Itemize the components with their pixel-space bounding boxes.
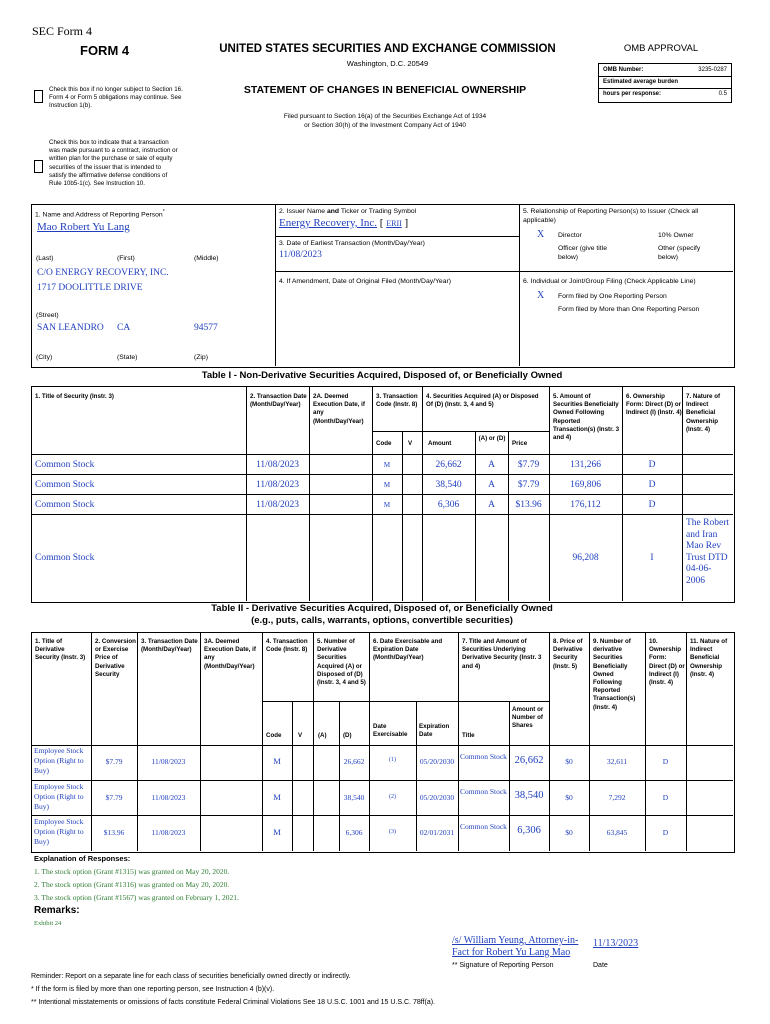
- officer-label: Officer (give title below): [558, 245, 607, 261]
- t1-r4-form: I: [650, 553, 654, 563]
- t1-r3-form: D: [648, 500, 656, 510]
- t2-r3-under: Common Stock: [460, 822, 507, 831]
- t2-r1-d: 26,662: [343, 757, 365, 766]
- one-person-x: X: [537, 290, 545, 301]
- box2-label: 2. Issuer Name and Ticker or Trading Symbol: [279, 208, 417, 215]
- issuer-line: Energy Recovery, Inc. [ ERII ]: [279, 217, 409, 229]
- t1-r3-ad: A: [488, 500, 495, 510]
- signature-label: ** Signature of Reporting Person: [452, 962, 554, 969]
- issuer-name[interactable]: Energy Recovery, Inc.: [279, 217, 378, 229]
- earliest-transaction-date: 11/08/2023: [279, 250, 322, 260]
- t1-code-header: Code: [376, 440, 392, 447]
- t1-r2-owned: 169,806: [570, 480, 601, 490]
- zip-label: (Zip): [194, 354, 208, 361]
- other-label: Other (specify below): [658, 245, 701, 261]
- t2-r2-shares: 38,540: [514, 790, 544, 801]
- city-value: SAN LEANDRO: [37, 323, 104, 333]
- t2-exp-header: Expiration Date: [419, 723, 450, 739]
- address-line1: C/O ENERGY RECOVERY, INC.: [37, 268, 169, 278]
- table2-title2: (e.g., puts, calls, warrants, options, convertible securities): [251, 615, 513, 626]
- t2-r2-d: 38,540: [343, 793, 365, 802]
- t2-r2-under: Common Stock: [460, 787, 507, 796]
- t2-d-header: (D): [343, 732, 352, 739]
- t2-r1-price: $7.79: [105, 757, 123, 766]
- t2-v-header: V: [298, 732, 303, 739]
- t1-r1-amount: 26,662: [435, 460, 462, 470]
- one-person-label: Form filed by One Reporting Person: [558, 293, 667, 300]
- t2-h10: 10. Ownership Form: Direct (D) or Indirect (I) (Instr. 4): [649, 638, 685, 687]
- t1-r2-date: 11/08/2023: [256, 480, 299, 490]
- box6-label: 6. Individual or Joint/Group Filing (Check Applicable Line): [523, 278, 696, 285]
- remarks-title: Remarks:: [34, 905, 80, 916]
- t2-r2-title: Employee Stock Option (Right to Buy): [34, 782, 84, 811]
- box3-label: 3. Date of Earliest Transaction (Month/Day/Year): [279, 240, 425, 247]
- statement-title: STATEMENT OF CHANGES IN BENEFICIAL OWNERSHIP: [243, 84, 527, 96]
- box4-label: 4. If Amendment, Date of Original Filed (Month/Day/Year): [279, 278, 452, 285]
- t2-h9: 9. Number of derivative Securities Beneficially Owned Following Reported Transaction(s) (Instr. 4): [593, 638, 636, 711]
- t2-r1-under: Common Stock: [460, 752, 507, 761]
- t1-h5: 5. Amount of Securities Beneficially Owned Following Reported Transaction(s) (Instr. 3 and 4): [553, 393, 620, 442]
- t1-h7: 7. Nature of Indirect Beneficial Ownership (Instr. 4): [686, 393, 721, 433]
- state-value: CA: [117, 323, 131, 333]
- t1-r1-date: 11/08/2023: [256, 460, 299, 470]
- t2-r3-d: 6,306: [345, 828, 363, 837]
- t2-a-header: (A): [318, 732, 327, 739]
- last-label: (Last): [36, 255, 54, 262]
- t2-r2-ex: (2): [389, 794, 396, 800]
- footnote-1: * If the form is filed by more than one reporting person, see Instruction 4 (b)(v).: [31, 986, 275, 993]
- more-person-label: Form filed by More than One Reporting Person: [558, 306, 700, 313]
- t2-r3-exp: 02/01/2031: [419, 828, 455, 837]
- t2-amount-header: Amount or Number of Shares: [512, 706, 544, 730]
- t1-h2a: 2A. Deemed Execution Date, if any (Month/Day/Year): [313, 393, 365, 425]
- t2-r3-price: $13.96: [103, 828, 125, 837]
- t2-r3-date: 11/08/2023: [151, 828, 186, 837]
- t2-h3a: 3A. Deemed Execution Date, if any (Month/Day/Year): [204, 638, 256, 670]
- t2-r3-code: M: [273, 827, 281, 837]
- filed-pursuant-line1: Filed pursuant to Section 16(a) of the Securities Exchange Act of 1934: [283, 113, 487, 120]
- t1-h2: 2. Transaction Date (Month/Day/Year): [250, 393, 307, 409]
- omb-hours-value: 0.5: [718, 91, 727, 97]
- table1-title: Table I - Non-Derivative Securities Acquired, Disposed of, or Beneficially Owned: [201, 370, 563, 381]
- t1-h3: 3. Transaction Code (Instr. 8): [376, 393, 418, 409]
- omb-burden-label: Estimated average burden: [603, 79, 679, 85]
- footnote-2: ** Intentional misstatements or omissions of facts constitute Federal Criminal Violations See 18 U.S.C. 1001 and 15 U.S.C. 78ff(a).: [31, 999, 435, 1006]
- middle-label: (Middle): [194, 255, 219, 262]
- t1-r1-title: Common Stock: [35, 460, 95, 470]
- filed-pursuant-line2: or Section 30(h) of the Investment Company Act of 1940: [304, 122, 466, 129]
- t2-h7: 7. Title and Amount of Securities Underlying Derivative Security (Instr. 3 and 4): [462, 638, 542, 670]
- agency-title: UNITED STATES SECURITIES AND EXCHANGE COMMISSION: [219, 43, 556, 55]
- zip-value: 94577: [194, 323, 218, 333]
- t2-r3-p8: $0: [565, 828, 573, 837]
- box5-label: 5. Relationship of Reporting Person(s) to Issuer (Check all applicable): [523, 208, 699, 224]
- director-x: X: [537, 229, 545, 240]
- t2-r3-form: D: [662, 828, 669, 837]
- t1-h1: 1. Title of Security (Instr. 3): [35, 393, 114, 400]
- t2-r2-date: 11/08/2023: [151, 793, 186, 802]
- t1-r2-price: $7.79: [517, 480, 540, 490]
- omb-number-value: 3235-0287: [698, 67, 727, 73]
- t1-h6: 6. Ownership Form: Direct (D) or Indirect (I) (Instr. 4): [626, 393, 682, 417]
- t2-r3-shares: 6,306: [517, 825, 541, 836]
- explanation-title: Explanation of Responses:: [34, 854, 131, 863]
- t2-title-header: Title: [462, 732, 475, 739]
- box1-label: 1. Name and Address of Reporting Person*: [35, 209, 165, 219]
- omb-hours-label: hours per response:: [603, 91, 662, 97]
- omb-title: OMB APPROVAL: [623, 43, 699, 54]
- t2-h8: 8. Price of Derivative Security (Instr. 5): [553, 638, 583, 670]
- sec-form-label: SEC Form 4: [32, 24, 93, 38]
- t1-r2-ad: A: [488, 480, 495, 490]
- explanation-item-2: 2. The stock option (Grant #1316) was granted on May 20, 2020.: [34, 880, 230, 889]
- t2-date-ex-header: Date Exercisable: [373, 723, 408, 739]
- signature: /s/ William Yeung, Attorney-in- Fact for Robert Yu Lang Mao: [452, 935, 579, 958]
- agency-location: Washington, D.C. 20549: [346, 59, 429, 68]
- t1-r1-ad: A: [488, 460, 495, 470]
- no-longer-subject-text: Check this box if no longer subject to Section 16. Form 4 or Form 5 obligations may continue. See Instruction 1(b).: [49, 86, 183, 110]
- explanation-item-1: 1. The stock option (Grant #1315) was granted on May 20, 2020.: [34, 867, 230, 876]
- t2-r1-exp: 05/20/2030: [419, 757, 455, 766]
- t1-r4-owned: 96,208: [572, 553, 599, 563]
- date-label: Date: [593, 962, 608, 969]
- t1-r1-form: D: [648, 460, 656, 470]
- explanation-item-3: 3. The stock option (Grant #1567) was granted on February 1, 2021.: [34, 893, 239, 902]
- t1-h4: 4. Securities Acquired (A) or Disposed Of (D) (Instr. 3, 4 and 5): [426, 393, 539, 409]
- t2-h11: 11. Nature of Indirect Beneficial Ownership (Instr. 4): [690, 638, 728, 678]
- t2-r2-exp: 05/20/2030: [419, 793, 455, 802]
- t1-r2-code: M: [383, 481, 391, 489]
- t1-r1-code: M: [383, 461, 391, 469]
- ticker-symbol[interactable]: ERII: [386, 219, 402, 228]
- table2-title1: Table II - Derivative Securities Acquired, Disposed of, or Beneficially Owned: [211, 603, 553, 614]
- t2-r1-title: Employee Stock Option (Right to Buy): [34, 746, 84, 775]
- reporting-person-name[interactable]: Mao Robert Yu Lang: [37, 221, 130, 233]
- t2-r2-form: D: [662, 793, 669, 802]
- t2-r1-shares: 26,662: [514, 755, 544, 766]
- t2-r3-title: Employee Stock Option (Right to Buy): [34, 817, 84, 846]
- t2-h1: 1. Title of Derivative Security (Instr. 3): [35, 638, 86, 662]
- t1-r3-date: 11/08/2023: [256, 500, 299, 510]
- t1-r3-amount: 6,306: [437, 500, 460, 510]
- form-title: FORM 4: [80, 43, 130, 58]
- t1-r2-amount: 38,540: [435, 480, 462, 490]
- ten-percent-owner-label: 10% Owner: [658, 232, 694, 239]
- t2-r1-date: 11/08/2023: [151, 757, 186, 766]
- t2-r1-ex: (1): [389, 757, 396, 763]
- director-label: Director: [558, 232, 582, 239]
- signature-date: 11/13/2023: [593, 938, 639, 949]
- t2-h5: 5. Number of Derivative Securities Acquired (A) or Disposed of (D) (Instr. 3, 4 and 5): [317, 638, 366, 687]
- t1-r1-owned: 131,266: [570, 460, 601, 470]
- omb-box: [598, 63, 732, 103]
- t1-r3-owned: 176,112: [570, 500, 601, 510]
- city-label: (City): [36, 354, 53, 361]
- street-label: (Street): [36, 312, 59, 319]
- t1-r3-code: M: [383, 501, 391, 509]
- first-label: (First): [117, 255, 135, 262]
- t1-aord-header: (A) or (D): [478, 435, 506, 442]
- t1-r1-price: $7.79: [517, 460, 540, 470]
- omb-number-label: OMB Number:: [603, 67, 644, 73]
- reminder-text: Reminder: Report on a separate line for each class of securities beneficially owned directly or indirectly.: [31, 973, 351, 980]
- t2-r1-code: M: [273, 756, 281, 766]
- t1-r2-form: D: [648, 480, 656, 490]
- t2-r3-owned: 63,845: [606, 828, 628, 837]
- t2-r1-p8: $0: [565, 757, 573, 766]
- t2-r2-owned: 7,292: [608, 793, 626, 802]
- t1-price-header: Price: [512, 440, 528, 447]
- t1-r3-title: Common Stock: [35, 500, 95, 510]
- no-longer-subject-checkbox[interactable]: [34, 90, 43, 103]
- t2-r2-price: $7.79: [105, 793, 123, 802]
- t2-h2: 2. Conversion or Exercise Price of Derivative Security: [95, 638, 136, 678]
- t2-r2-p8: $0: [565, 793, 573, 802]
- remarks-text: Exhibit 24: [34, 920, 62, 927]
- t1-r4-title: Common Stock: [35, 553, 95, 563]
- t2-r3-ex: (3): [389, 829, 396, 835]
- t2-r1-form: D: [662, 757, 669, 766]
- t2-r2-code: M: [273, 792, 281, 802]
- t2-h6: 6. Date Exercisable and Expiration Date (Month/Day/Year): [373, 638, 443, 662]
- t2-code-header: Code: [266, 732, 282, 739]
- t2-h4: 4. Transaction Code (Instr. 8): [266, 638, 308, 654]
- t1-r3-price: $13.96: [515, 500, 542, 510]
- t1-amount-header: Amount: [428, 440, 452, 447]
- address-line2: 1717 DOOLITTLE DRIVE: [37, 283, 143, 293]
- t1-r4-nature: The Robert and Iran Mao Rev Trust DTD 04-06-2006: [686, 518, 730, 586]
- rule-10b5-text: Check this box to indicate that a transaction was made pursuant to a contract, instruction or written plan for the purchase or sale of equity securities of the issuer that is intended to satisfy the affirmative defense conditions of Rule 10b5-1(c). See Instruction 10.: [49, 139, 178, 188]
- t1-r2-title: Common Stock: [35, 480, 95, 490]
- rule-10b5-checkbox[interactable]: [34, 160, 43, 173]
- t1-v-header: V: [408, 440, 413, 447]
- t2-r1-owned: 32,611: [606, 757, 628, 766]
- state-label: (State): [117, 354, 138, 361]
- t2-h3: 3. Transaction Date (Month/Day/Year): [141, 638, 198, 654]
